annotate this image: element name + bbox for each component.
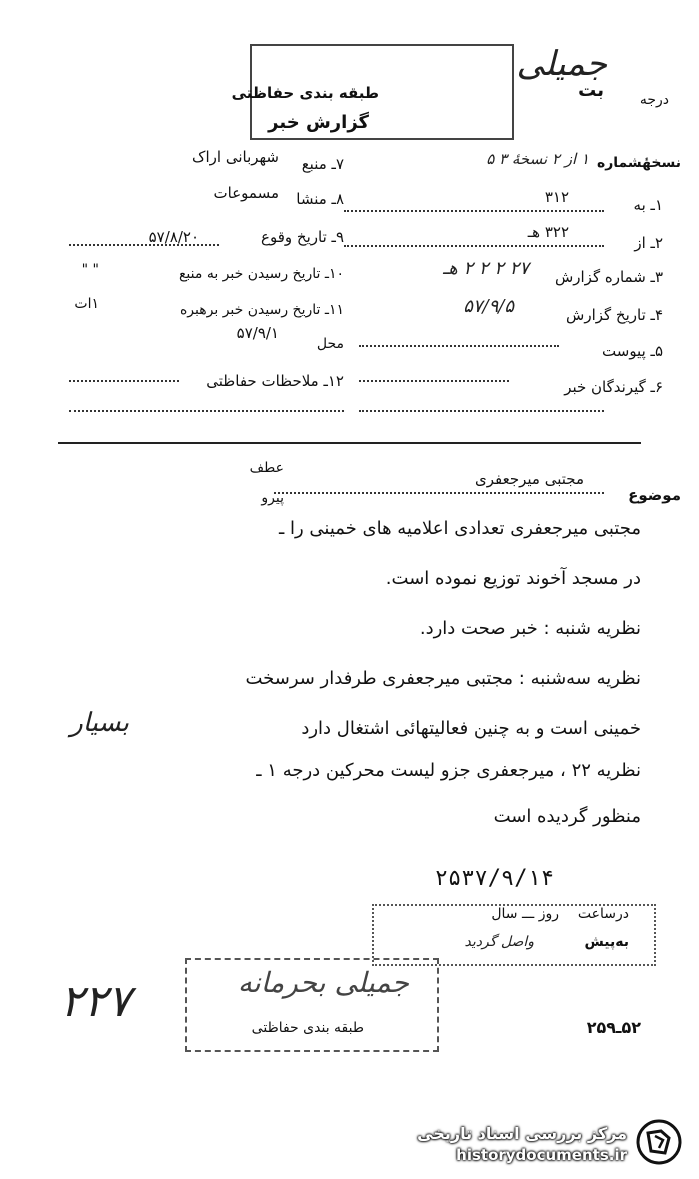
field-news-to-source-value: " ": [81, 262, 99, 278]
field-news-to-leader-label: ۱۱ـ تاریخ رسیدن خبر برهبره: [179, 302, 344, 318]
class-value: بت: [578, 80, 604, 101]
field-to-value: ۳۱۲: [544, 188, 569, 206]
field-from-value: ۳۲۲ هـ: [527, 223, 569, 241]
field-event-date-value: ۵۷/۸/۲۰: [148, 228, 199, 246]
body-line: خمینی است و به چنین فعالیتهائی اشتغال دارد: [301, 718, 641, 739]
bottom-stamp-label: طبقه بندی حفاظتی: [251, 1020, 364, 1036]
field-origin-value: مسموعات: [213, 184, 279, 202]
field-news-to-leader-value: ۱ات: [74, 296, 99, 312]
field-source-label: ۷ـ منبع: [301, 155, 344, 173]
handwritten-class-annotation: جمیلی: [516, 44, 607, 84]
subject-label: موضوع: [628, 486, 681, 504]
archive-org-name: مرکز بررسی اسناد تاریخی: [417, 1124, 627, 1143]
body-line: نظریه ۲۲ ، میرجعفری جزو لیست محرکین درجه ۱ ـ: [256, 760, 641, 781]
field-report-number-value: ۲۷ ۲ ۲ ۲ هـ: [442, 258, 529, 279]
field-from-dots: [344, 245, 604, 247]
receipt-delivered-text: واصل گردید: [464, 934, 534, 950]
field-attachment-dots: [359, 345, 559, 347]
subject-followup-label: پیرو: [261, 490, 284, 506]
field-to-label: ۱ـ به: [633, 196, 663, 214]
field-security-notes-dots: [69, 380, 179, 382]
body-line: مجتبی میرجعفری تعدادی اعلامیه های خمینی را ـ: [278, 518, 641, 539]
archive-website: historydocuments.ir: [456, 1146, 627, 1164]
field-event-date-dots: [69, 244, 219, 246]
body-line: منظور گردیده است: [493, 806, 641, 827]
section-divider: [58, 442, 641, 444]
field-news-to-source-label: ۱۰ـ تاریخ رسیدن خبر به منبع: [178, 266, 344, 282]
field-security-notes-label: ۱۲ـ ملاحظات حفاظتی: [206, 372, 344, 390]
receipt-time-text: روز ـــ سال: [491, 906, 559, 922]
field-source-value: شهربانی اراک: [192, 148, 279, 166]
field-location-label: محل: [316, 336, 344, 352]
field-report-date-label: ۴ـ تاریخ گزارش: [566, 306, 663, 324]
reference-number: ۵۲ـ۲۵۹: [586, 1018, 641, 1037]
handwritten-body-annotation: بسیار: [70, 708, 129, 738]
field-event-date-label: ۹ـ تاریخ وقوع: [261, 228, 344, 246]
field-recipients-dots-2: [359, 410, 604, 412]
report-title: گزارش خبر: [268, 112, 369, 133]
body-line: در مسجد آخوند توزیع نموده است.: [385, 568, 641, 589]
date-stamp: ۲۵۳۷/۹/۱۴: [434, 866, 554, 891]
field-to-dots: [344, 210, 604, 212]
stamp-classification-label: طبقه بندی حفاظتی: [231, 84, 379, 102]
field-security-notes-dots-2: [69, 410, 344, 412]
bottom-stamp-handwriting: جمیلی بحرمانه: [237, 966, 409, 999]
field-origin-label: ۸ـ منشا: [296, 190, 344, 208]
body-line: نظریه شنبه : خبر صحت دارد.: [419, 618, 641, 639]
subject-reference-label: عطف: [249, 460, 284, 476]
field-copy-number-value: ۱ از ۲ نسخهٔ ۳ ۵: [486, 150, 589, 168]
body-line: نظریه سه‌شنبه : مجتبی میرجعفری طرفدار سرسخت: [245, 668, 641, 689]
field-attachment-label: ۵ـ پیوست: [602, 342, 663, 360]
field-report-number-label: ۳ـ شماره گزارش: [554, 268, 663, 286]
class-label: درجه: [639, 92, 669, 108]
handwritten-number: ۲۲۷: [60, 976, 131, 1027]
archive-logo-icon: [635, 1118, 683, 1166]
field-recipients-dots: [359, 380, 509, 382]
field-report-date-value: ۵۷/۹/۵: [463, 296, 514, 317]
field-from-label: ۲ـ از: [634, 234, 663, 252]
receipt-delivered-label: به‌پیش: [584, 934, 629, 950]
field-recipients-label: ۶ـ گیرندگان خبر: [564, 378, 663, 396]
field-copy-number-label: نسخهٔشماره: [596, 155, 681, 171]
field-location-value: ۵۷/۹/۱: [236, 324, 279, 342]
subject-dots: [274, 492, 604, 494]
receipt-time-label: درساعت: [577, 906, 629, 922]
subject-value: مجتبی میرجعفری: [475, 470, 584, 488]
